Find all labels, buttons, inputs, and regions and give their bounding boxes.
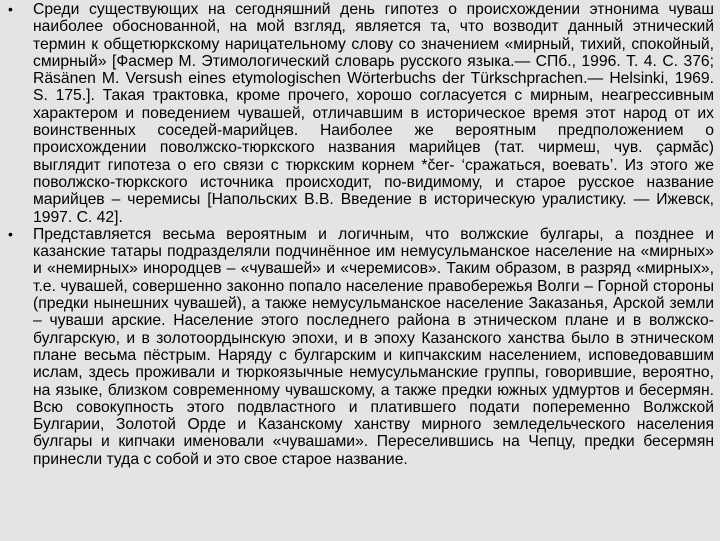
bullet-item-ethnonym-chuvash: [8, 1, 714, 226]
bullet-icon: •: [8, 225, 13, 242]
paragraph-text: Представляется весьма вероятным и логичным, что волжские булгары, а позднее и казанские татары подразделяли подчинённое им немусульманское население на «мирных» и «немирных» инородцев – «чувашей» и «черемисов». Таким образом, в разряд «мирных», т.е. чувашей, совершенно законно попало население правобережья Волги – Горной стороны (предки нынешних чувашей), а также немусульманское население Заказанья, Арской земли – чуваши арские. Население этого последнего района в этническом плане и в волжско-булгарскую, и в золотоордынскую эпохи, и в эпоху Казанского ханства было в этническом плане весьма пёстрым. Наряду с булгарским и кипчакским населением, исповедовавшим ислам, здесь проживали и тюркоязычные немусульманские группы, говорившие, вероятно, на языке, близком современному чувашскому, а также предки южных удмуртов и бесермян. Всю совокупность этого подвластного и платившего подати попеременно Волжской Булгарии, Золотой Орде и Казанскому ханству мирного земледельческого населения булгары и кипчаки именовали «чувашами». Переселившись на Чепцу, предки бесермян принесли туда с собой и это свое старое название.: [33, 225, 714, 468]
bullet-list: [8, 1, 714, 468]
bullet-item-mirnye-nemirnye: [8, 226, 714, 468]
paragraph-text: Среди существующих на сегодняшний день гипотез о происхождении этнонима чуваш наиболее обоснованной, на мой взгляд, является та, что возводит данный этнический термин к общетюркскому нарицательному слову со значением «мирный, тихий, спокойный, смирный» [Фасмер М. Этимологический словарь русского языка.— СПб., 1996. Т. 4. С. 376; Räsänen M. Versush eines etymologischen Wörterbuchs der Türkschprachen.— Helsinki, 1969. S. 175.]. Такая трактовка, кроме прочего, хорошо согласуется с мирным, неагрессивным характером и поведением чувашей, отличавшим в историческое время этот народ от их воинственных соседей-марийцев. Наиболее же вероятным предположением о происхождении поволжско-тюркского названия марийцев (тат. чирмеш, чув. çармăс) выглядит гипотеза о его связи с тюркским корнем *čer- ‘сражаться, воевать’. Из этого же поволжско-тюркского источника происходит, по-видимому, и старое русское название марийцев – черемисы [Напольских В.В. Введение в историческую уралистику. — Ижевск, 1997. С. 42].: [33, 1, 714, 226]
bullet-icon: •: [8, 1, 13, 17]
slide: [0, 1, 720, 541]
